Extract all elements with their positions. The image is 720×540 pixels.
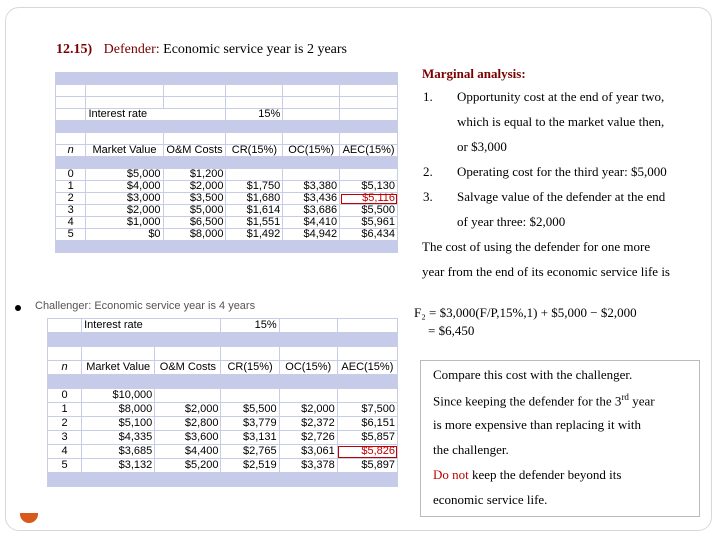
cell: $3,132 bbox=[82, 459, 155, 473]
table-band bbox=[48, 473, 398, 487]
slide-title bbox=[56, 42, 347, 58]
cell: $1,200 bbox=[163, 169, 226, 181]
interest-rate-label: Interest rate bbox=[86, 109, 226, 121]
interest-rate-value: 15% bbox=[226, 109, 283, 121]
cell: 3 bbox=[48, 431, 82, 445]
cell: 5 bbox=[56, 229, 86, 241]
title-text: Economic service year is 2 years bbox=[163, 42, 348, 57]
table-row bbox=[56, 181, 398, 193]
cell: $4,000 bbox=[86, 181, 163, 193]
table-band bbox=[48, 333, 398, 347]
cell: $2,000 bbox=[155, 403, 221, 417]
ordinal-suffix: rd bbox=[621, 392, 629, 402]
interest-row bbox=[48, 319, 398, 333]
cell: $2,519 bbox=[221, 459, 279, 473]
item1-line1: Opportunity cost at the end of year two, bbox=[457, 89, 665, 104]
cell: $3,378 bbox=[279, 459, 337, 473]
table-band bbox=[56, 73, 398, 85]
cell bbox=[340, 169, 398, 181]
cell: 0 bbox=[56, 169, 86, 181]
cell: 2 bbox=[48, 417, 82, 431]
formula-line1: F₂ = $3,000(F/P,15%,1) + $5,000 − $2,000 bbox=[414, 305, 637, 320]
header-cr: CR(15%) bbox=[221, 361, 279, 375]
table-row bbox=[56, 133, 398, 145]
defender-label: Defender: bbox=[103, 42, 160, 57]
cell: 0 bbox=[48, 389, 82, 403]
header-cr: CR(15%) bbox=[226, 145, 283, 157]
cell bbox=[226, 169, 283, 181]
header-aec: AEC(15%) bbox=[340, 145, 398, 157]
header-om-costs: O&M Costs bbox=[155, 361, 221, 375]
conclusion-box bbox=[420, 360, 700, 517]
cell: $8,000 bbox=[163, 229, 226, 241]
table-row bbox=[48, 347, 398, 361]
cell: $8,000 bbox=[82, 403, 155, 417]
cell: $10,000 bbox=[82, 389, 155, 403]
conclusion-line2-end: year bbox=[628, 393, 655, 409]
conclusion-line2 bbox=[433, 392, 655, 409]
cell: $3,436 bbox=[283, 193, 340, 205]
table-row bbox=[48, 403, 398, 417]
cell: $5,897 bbox=[337, 459, 397, 473]
cell: $2,000 bbox=[279, 403, 337, 417]
cell: $1,614 bbox=[226, 205, 283, 217]
item3-line1: Salvage value of the defender at the end bbox=[457, 189, 666, 204]
cell: $3,131 bbox=[221, 431, 279, 445]
cell: $2,372 bbox=[279, 417, 337, 431]
interest-row bbox=[56, 109, 398, 121]
formula-line2: = $6,450 bbox=[428, 323, 475, 338]
highlighted-min-aec: $5,826 bbox=[337, 445, 397, 459]
defender-table bbox=[55, 72, 398, 253]
table-band bbox=[56, 241, 398, 253]
header-oc: OC(15%) bbox=[283, 145, 340, 157]
formula bbox=[414, 305, 637, 339]
cell: 2 bbox=[56, 193, 86, 205]
table-row bbox=[56, 217, 398, 229]
cell: $1,492 bbox=[226, 229, 283, 241]
challenger-title: Challenger: Economic service year is 4 years bbox=[35, 300, 256, 312]
cell: $3,685 bbox=[82, 445, 155, 459]
cell: $4,335 bbox=[82, 431, 155, 445]
item-number: 1. bbox=[423, 89, 433, 104]
cell: $1,750 bbox=[226, 181, 283, 193]
table-band bbox=[56, 121, 398, 133]
interest-rate-value: 15% bbox=[221, 319, 279, 333]
cell: $5,130 bbox=[340, 181, 398, 193]
table-row bbox=[56, 169, 398, 181]
cell: $1,551 bbox=[226, 217, 283, 229]
conclusion-line3: is more expensive than replacing it with bbox=[433, 417, 641, 432]
header-oc: OC(15%) bbox=[279, 361, 337, 375]
conclusion-line1: Compare this cost with the challenger. bbox=[433, 367, 633, 382]
challenger-table bbox=[47, 318, 398, 487]
header-aec: AEC(15%) bbox=[337, 361, 397, 375]
cell: $6,500 bbox=[163, 217, 226, 229]
cell bbox=[283, 169, 340, 181]
cell: $3,779 bbox=[221, 417, 279, 431]
cell: 3 bbox=[56, 205, 86, 217]
cell: $5,857 bbox=[337, 431, 397, 445]
cell: $5,500 bbox=[221, 403, 279, 417]
conclusion-line6: economic service life. bbox=[433, 492, 548, 507]
cell: $3,380 bbox=[283, 181, 340, 193]
cell: $4,410 bbox=[283, 217, 340, 229]
marginal-heading: Marginal analysis: bbox=[422, 66, 526, 81]
table-row bbox=[56, 229, 398, 241]
cell: $1,000 bbox=[86, 217, 163, 229]
cell bbox=[221, 389, 279, 403]
cell bbox=[279, 389, 337, 403]
conclusion-line4: the challenger. bbox=[433, 442, 509, 457]
table-row bbox=[56, 193, 398, 205]
header-market-value: Market Value bbox=[82, 361, 155, 375]
cell: $3,000 bbox=[86, 193, 163, 205]
cell: $5,100 bbox=[82, 417, 155, 431]
cell: 4 bbox=[56, 217, 86, 229]
cell: $4,942 bbox=[283, 229, 340, 241]
cell bbox=[155, 389, 221, 403]
header-om-costs: O&M Costs bbox=[163, 145, 226, 157]
cell: $3,686 bbox=[283, 205, 340, 217]
table-row bbox=[56, 97, 398, 109]
cell: $4,400 bbox=[155, 445, 221, 459]
cell: $2,765 bbox=[221, 445, 279, 459]
cell: $1,680 bbox=[226, 193, 283, 205]
item2-text: Operating cost for the third year: $5,000 bbox=[457, 164, 667, 179]
cell: $5,500 bbox=[340, 205, 398, 217]
cell: $2,000 bbox=[86, 205, 163, 217]
conclusion-line5-rest: keep the defender beyond its bbox=[468, 467, 622, 482]
item3-line2: of year three: $2,000 bbox=[457, 214, 566, 229]
cell: $7,500 bbox=[337, 403, 397, 417]
cell bbox=[337, 389, 397, 403]
do-not-text: Do not bbox=[433, 467, 469, 482]
table-band bbox=[56, 157, 398, 169]
table-row bbox=[56, 205, 398, 217]
cell: $3,600 bbox=[155, 431, 221, 445]
bullet bbox=[15, 305, 21, 311]
table-row bbox=[48, 445, 398, 459]
problem-number: 12.15) bbox=[56, 42, 93, 57]
cell: 4 bbox=[48, 445, 82, 459]
table-band bbox=[48, 375, 398, 389]
cell: $5,200 bbox=[155, 459, 221, 473]
item1-line2: which is equal to the market value then, bbox=[457, 114, 665, 129]
cost-line1: The cost of using the defender for one more bbox=[422, 239, 651, 254]
item-number: 3. bbox=[423, 189, 433, 204]
cell: $2,000 bbox=[163, 181, 226, 193]
table-header-row bbox=[56, 145, 398, 157]
item1-line3: or $3,000 bbox=[457, 139, 507, 154]
cell: $5,961 bbox=[340, 217, 398, 229]
cell: $3,061 bbox=[279, 445, 337, 459]
conclusion-line5 bbox=[433, 467, 621, 483]
cell: $6,151 bbox=[337, 417, 397, 431]
cell: $0 bbox=[86, 229, 163, 241]
header-n: n bbox=[48, 361, 82, 375]
table-row bbox=[48, 431, 398, 445]
highlighted-min-aec: $5,116 bbox=[340, 193, 398, 205]
cell: 5 bbox=[48, 459, 82, 473]
cost-line2: year from the end of its economic service life is bbox=[422, 264, 670, 279]
interest-rate-label: Interest rate bbox=[82, 319, 221, 333]
table-row bbox=[56, 85, 398, 97]
conclusion-line2-text: Since keeping the defender for the 3 bbox=[433, 393, 622, 409]
header-n: n bbox=[56, 145, 86, 157]
cell: $5,000 bbox=[86, 169, 163, 181]
cell: 1 bbox=[56, 181, 86, 193]
cell: $2,800 bbox=[155, 417, 221, 431]
item-number: 2. bbox=[423, 164, 433, 179]
table-header-row bbox=[48, 361, 398, 375]
header-market-value: Market Value bbox=[86, 145, 163, 157]
cell: 1 bbox=[48, 403, 82, 417]
cell: $5,000 bbox=[163, 205, 226, 217]
table-row bbox=[48, 389, 398, 403]
table-row bbox=[48, 417, 398, 431]
cell: $3,500 bbox=[163, 193, 226, 205]
cell: $2,726 bbox=[279, 431, 337, 445]
table-row bbox=[48, 459, 398, 473]
cell: $6,434 bbox=[340, 229, 398, 241]
